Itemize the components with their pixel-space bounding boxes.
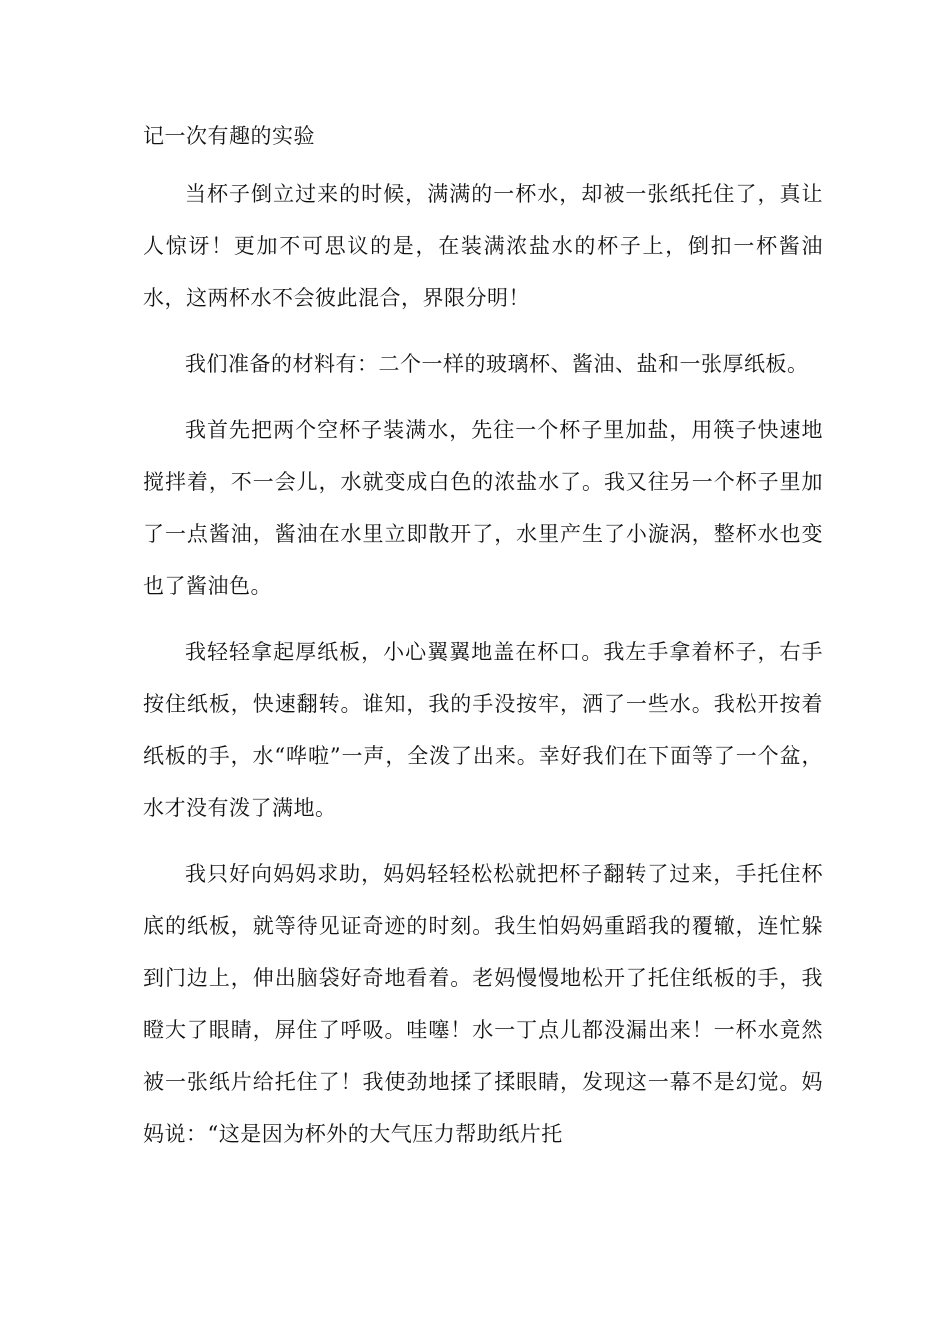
paragraph-3: 我首先把两个空杯子装满水，先往一个杯子里加盐，用筷子快速地搅拌着，不一会儿，水就变成白色的浓盐水了。我又往另一个杯子里加了一点酱油，酱油在水里立即散开了，水里产生了小漩涡，整杯水也变也了酱油色。 [143,418,823,598]
paragraph-2: 我们准备的材料有：二个一样的玻璃杯、酱油、盐和一张厚纸板。 [185,352,809,376]
paragraph-4: 我轻轻拿起厚纸板，小心翼翼地盖在杯口。我左手拿着杯子，右手按住纸板，快速翻转。谁知，我的手没按牢，洒了一些水。我松开按着纸板的手，水“哗啦”一声，全泼了出来。幸好我们在下面等了一个盆，水才没有泼了满地。 [143,640,823,820]
document-page [143,118,823,1174]
paragraph-1: 当杯子倒立过来的时候，满满的一杯水，却被一张纸托住了，真让人惊讶！更加不可思议的是，在装满浓盐水的杯子上，倒扣一杯酱油水，这两杯水不会彼此混合，界限分明！ [143,182,823,310]
document-title: 记一次有趣的实验 [143,124,315,148]
paragraph-5: 我只好向妈妈求助，妈妈轻轻松松就把杯子翻转了过来，手托住杯底的纸板，就等待见证奇迹的时刻。我生怕妈妈重蹈我的覆辙，连忙躲到门边上，伸出脑袋好奇地看着。老妈慢慢地松开了托住纸板的手，我瞪大了眼睛，屏住了呼吸。哇噻！水一丁点儿都没漏出来！一杯水竟然被一张纸片给托住了！我使劲地揉了揉眼睛，发现这一幕不是幻觉。妈妈说：“这是因为杯外的大气压力帮助纸片托 [143,862,823,1146]
